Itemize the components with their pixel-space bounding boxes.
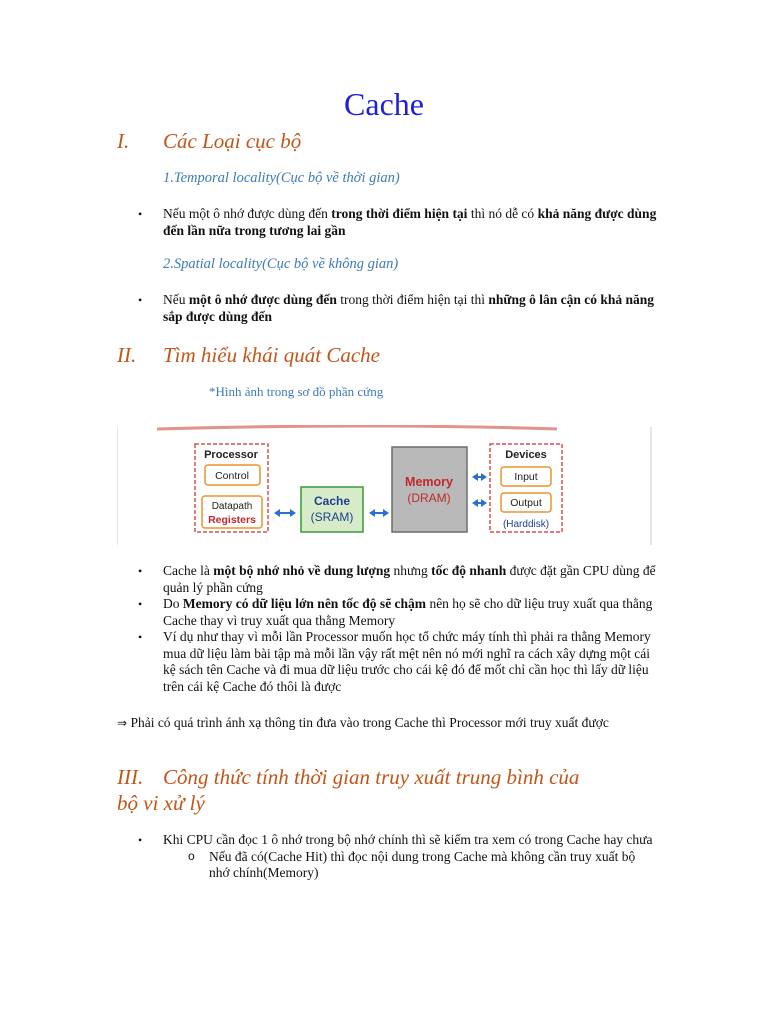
text-run: nên họ sẽ cho dữ liệu truy xuất qua thằng Cache thay vì truy xuất qua thằng Memory	[163, 596, 653, 628]
section-3-title-line-1: Công thức tính thời gian truy xuất trung bình của	[163, 765, 580, 789]
bold-run: một bộ nhớ nhỏ về dung lượng	[213, 563, 391, 578]
document-title: Cache	[344, 86, 424, 122]
section-3-heading	[117, 764, 579, 816]
section-2-heading	[117, 342, 380, 368]
datapath-label: Datapath	[211, 501, 253, 512]
temporal-locality-list	[117, 206, 657, 239]
spatial-locality-list	[117, 292, 657, 325]
section-1-number: I.	[117, 129, 130, 153]
memory-sub-label: (DRAM)	[407, 491, 451, 505]
average-access-time-list	[117, 832, 657, 882]
bold-run: Memory có dữ liệu lớn nên tốc độ sẽ chậm	[182, 596, 427, 611]
control-label: Control	[215, 470, 249, 482]
text-run: Nếu một ô nhớ được dùng đến	[163, 206, 332, 221]
devices-label: Devices	[505, 449, 547, 461]
output-label: Output	[510, 497, 542, 509]
temporal-locality-heading: 1.Temporal locality(Cục bộ về thời gian)	[163, 170, 400, 186]
bold-run: tốc độ nhanh	[431, 563, 507, 578]
text-run: Khi CPU cần đọc 1 ô nhớ trong bộ nhớ chính thì sẽ kiểm tra xem có trong Cache hay chưa	[163, 832, 653, 847]
registers-label: Registers	[208, 514, 256, 526]
list-item	[117, 832, 657, 882]
spatial-locality-heading: 2.Spatial locality(Cục bộ về không gian)	[163, 256, 399, 272]
list-item	[117, 292, 657, 325]
section-3-title-line-2: bộ vi xử lý	[117, 791, 205, 815]
processor-label: Processor	[204, 449, 258, 461]
section-1-title: Các Loại cục bộ	[163, 129, 302, 153]
cache-overview-list	[117, 563, 657, 695]
conclusion-paragraph	[117, 714, 657, 732]
section-2-title: Tìm hiểu khái quát Cache	[163, 343, 380, 367]
text-run: Cache là	[163, 563, 214, 578]
text-run: trong thời điểm hiện tại thì	[336, 292, 489, 307]
sub-list	[163, 849, 657, 882]
text-run: thì nó dễ có	[467, 206, 538, 221]
list-item	[117, 563, 657, 596]
figure-caption: *Hình ảnh trong sơ đồ phần cứng	[209, 384, 384, 399]
list-item: • Ví dụ như thay vì mỗi lần Processor muốn học tổ chức máy tính thì phải ra thằng Memory mua dữ liệu làm bài tập mà mỗi lần vậy rất mệt nên nó mới nghĩ ra cách xây dựng một cái kệ sách tên Cache và đi mua dữ liệu trước cho cái kệ đó để mốt chỉ cần học thì lấy dữ liệu trên cái kệ Cache đó thôi là được	[117, 629, 657, 695]
section-3-number: III.	[117, 765, 144, 789]
cache-label: Cache	[313, 494, 351, 508]
implies-arrow-icon: ⇒	[117, 716, 128, 730]
section-1-heading	[117, 128, 301, 154]
conclusion-text: Phải có quá trình ánh xạ thông tin đưa vào trong Cache thì Processor mới truy xuất được	[127, 715, 609, 730]
bold-run: trong thời điểm hiện tại	[331, 206, 468, 221]
text-run: Do	[163, 596, 183, 611]
bold-run: một ô nhớ được dùng đến	[188, 292, 337, 307]
sub-list-item: o Nếu đã có(Cache Hit) thì đọc nội dung trong Cache mà không cần truy xuất bộ nhớ chính(Memory)	[163, 849, 657, 882]
bold-run: những ô lân cận có khả năng sắp được dùng đến	[163, 292, 655, 324]
memory-label: Memory	[405, 475, 453, 489]
bold-run: khả năng được dùng đến lần nữa trong tương lai gần	[163, 206, 657, 238]
list-item	[117, 206, 657, 239]
text-run: nhưng	[390, 563, 432, 578]
harddisk-label: (Harddisk)	[502, 519, 550, 530]
list-item	[117, 596, 657, 629]
input-label: Input	[514, 471, 538, 483]
text-run: Nếu	[163, 292, 189, 307]
text-run: được đặt gần CPU dùng để quản lý phần cứng	[163, 563, 656, 595]
cache-sub-label: (SRAM)	[310, 510, 354, 524]
memory-hierarchy-figure	[117, 425, 652, 547]
section-2-number: II.	[117, 343, 137, 367]
memory-box	[392, 447, 467, 532]
